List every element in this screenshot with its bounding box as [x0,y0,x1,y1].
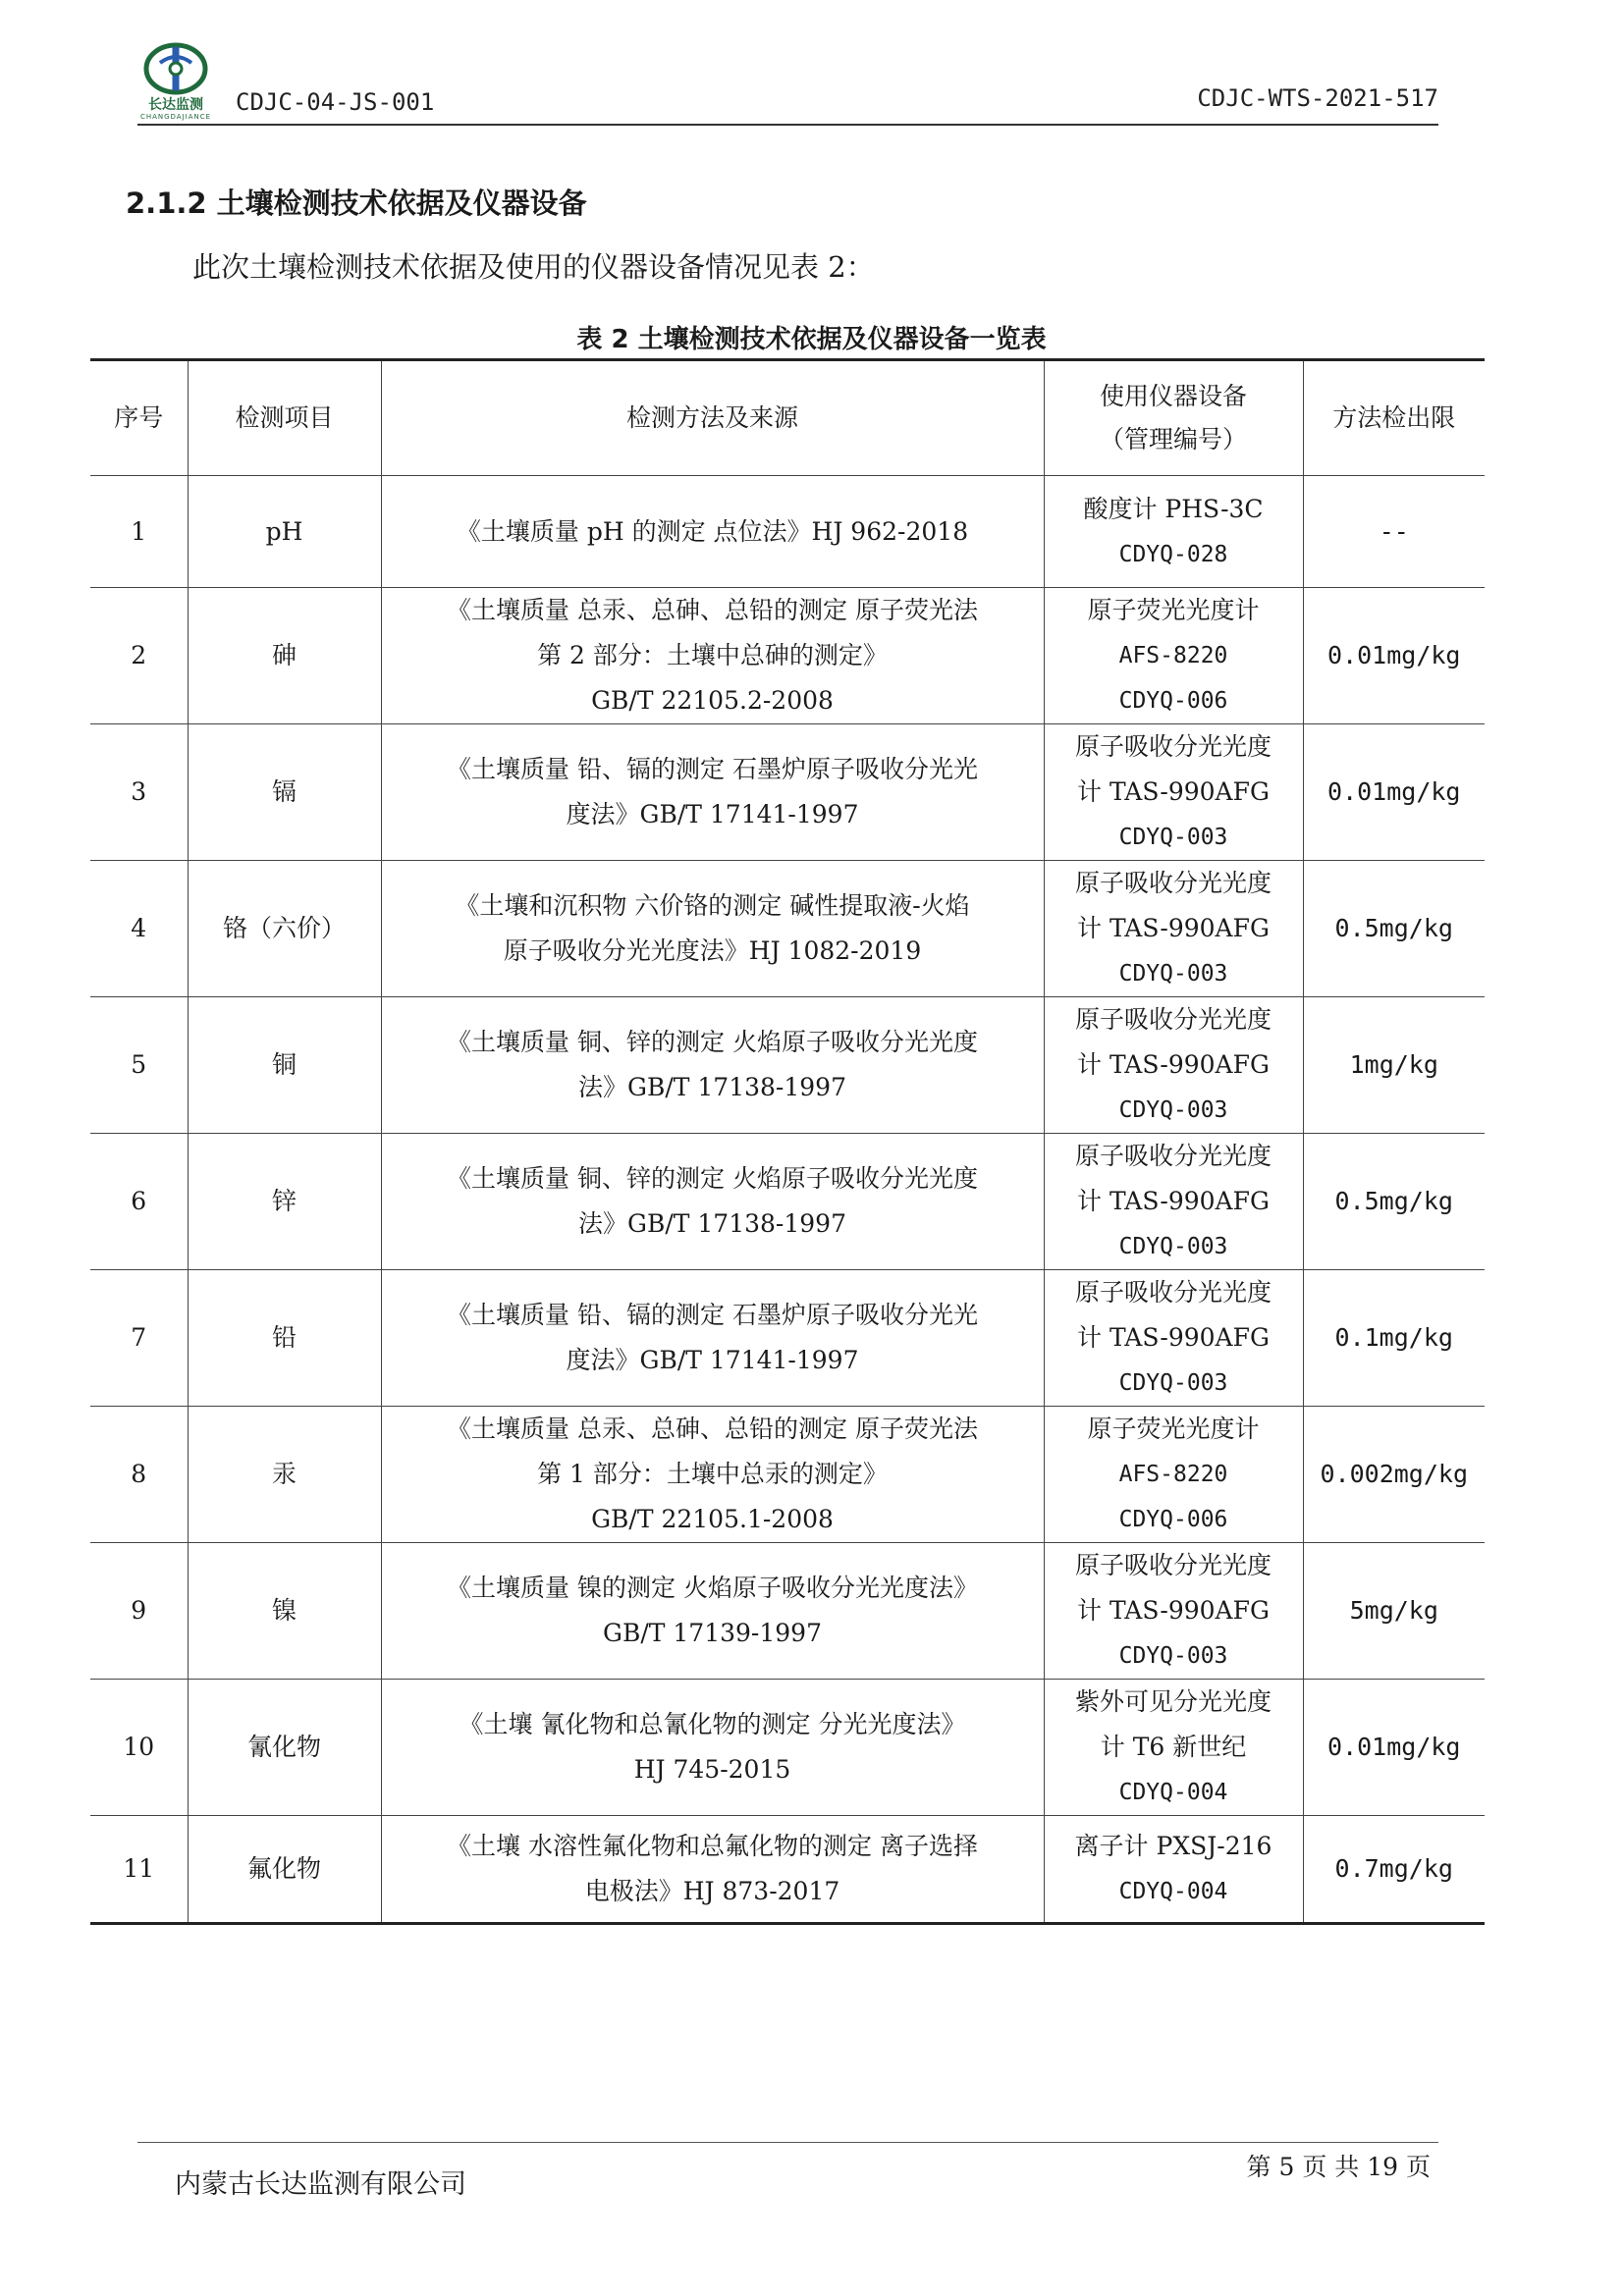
method-line: 《土壤质量 铜、锌的测定 火焰原子吸收分光光度 [447,1164,978,1193]
instrument-line: 离子计 PXSJ-216 [1074,1832,1272,1860]
cell-limit: 5mg/kg [1303,1543,1485,1680]
cell-item: 铅 [188,1270,381,1407]
cell-instrument [1044,861,1303,997]
instrument-line: CDYQ-004 [1118,1780,1228,1805]
header-method: 检测方法及来源 [381,360,1044,476]
cell-instrument [1044,1270,1303,1407]
instrument-line: 紫外可见分光光度 [1074,1687,1271,1716]
method-line: GB/T 22105.2-2008 [591,686,834,715]
cell-method [381,724,1044,861]
method-line: 原子吸收分光光度法》HJ 1082-2019 [503,936,922,965]
instrument-line: CDYQ-006 [1118,688,1228,714]
cell-limit: 0.002mg/kg [1303,1407,1485,1543]
method-line: 《土壤和沉积物 六价铬的测定 碱性提取液-火焰 [455,891,970,920]
cell-no: 6 [90,1134,188,1270]
cell-item: 汞 [188,1407,381,1543]
cell-item: 铜 [188,997,381,1134]
method-line: HJ 745-2015 [633,1755,791,1784]
instrument-line: 原子吸收分光光度 [1074,1278,1271,1307]
table-caption: 表 2 土壤检测技术依据及仪器设备一览表 [576,325,1047,354]
instrument-line: 原子吸收分光光度 [1074,1142,1271,1170]
method-line: 度法》GB/T 17141-1997 [566,1346,859,1374]
cell-item: pH [188,476,381,588]
cell-method [381,588,1044,724]
instrument-line: 原子荧光光度计 [1087,1415,1260,1443]
cell-limit: -- [1303,476,1485,588]
cell-no: 11 [90,1816,188,1924]
method-line: 《土壤质量 铅、镉的测定 石墨炉原子吸收分光光 [447,755,978,783]
method-line: 法》GB/T 17138-1997 [578,1209,846,1238]
cell-instrument [1044,1134,1303,1270]
cell-no: 5 [90,997,188,1134]
table-row [90,1816,1485,1924]
cell-item: 镍 [188,1543,381,1680]
instrument-line: 计 TAS-990AFG [1077,914,1270,942]
instrument-line: 计 TAS-990AFG [1077,1050,1270,1079]
cell-no: 4 [90,861,188,997]
method-line: 第 1 部分：土壤中总汞的测定》 [537,1460,888,1488]
instrument-line: 计 TAS-990AFG [1077,1323,1270,1352]
footer-divider [137,2142,1438,2143]
instrument-line: 计 T6 新世纪 [1100,1733,1247,1761]
report-code: CDJC-WTS-2021-517 [1197,84,1438,112]
cell-item: 镉 [188,724,381,861]
table-header-row [90,360,1485,476]
instrument-line: 原子吸收分光光度 [1074,869,1271,897]
method-line: GB/T 22105.1-2008 [591,1505,834,1533]
cell-no: 10 [90,1680,188,1816]
instrument-line: 酸度计 PHS-3C [1083,494,1264,523]
header-instrument-line: （管理编号） [1099,425,1247,454]
method-line: 《土壤质量 pH 的测定 点位法》HJ 962-2018 [456,516,969,546]
cell-item: 砷 [188,588,381,724]
section-heading: 2.1.2 土壤检测技术依据及仪器设备 [126,187,587,220]
table-row [90,1407,1485,1543]
method-line: 《土壤质量 总汞、总砷、总铅的测定 原子荧光法 [447,596,978,624]
cell-instrument [1044,1543,1303,1680]
instrument-line: CDYQ-003 [1118,961,1228,987]
instrument-line: 原子吸收分光光度 [1074,1551,1271,1579]
method-line: 《土壤质量 镍的测定 火焰原子吸收分光光度法》 [447,1574,978,1602]
instrument-line: 计 TAS-990AFG [1077,1596,1270,1625]
cell-method [381,1134,1044,1270]
cell-instrument [1044,997,1303,1134]
method-line: GB/T 17139-1997 [603,1619,822,1647]
cell-instrument [1044,1407,1303,1543]
instrument-line: CDYQ-006 [1118,1507,1228,1532]
header-instrument-line: 使用仪器设备 [1099,382,1247,410]
cell-instrument [1044,1680,1303,1816]
cell-limit: 0.01mg/kg [1303,724,1485,861]
table-row [90,1270,1485,1407]
logo-icon [142,41,209,96]
intro-paragraph: 此次土壤检测技术依据及使用的仪器设备情况见表 2： [192,250,875,284]
cell-limit: 0.01mg/kg [1303,1680,1485,1816]
cell-limit: 0.1mg/kg [1303,1270,1485,1407]
instrument-line: CDYQ-003 [1118,1370,1228,1396]
header-instrument [1044,360,1303,476]
cell-limit: 0.5mg/kg [1303,1134,1485,1270]
instrument-line: CDYQ-003 [1118,1234,1228,1259]
method-line: 《土壤 水溶性氟化物和总氟化物的测定 离子选择 [447,1832,978,1860]
instrument-line: 原子荧光光度计 [1087,596,1260,624]
table-row [90,1680,1485,1816]
method-line: 《土壤质量 铅、镉的测定 石墨炉原子吸收分光光 [447,1301,978,1329]
header-item: 检测项目 [188,360,381,476]
instrument-line: 计 TAS-990AFG [1077,777,1270,806]
instrument-line: CDYQ-003 [1118,1097,1228,1123]
header-divider [137,124,1438,126]
cell-limit: 0.01mg/kg [1303,588,1485,724]
cell-method [381,1816,1044,1924]
header-no: 序号 [90,360,188,476]
cell-item: 锌 [188,1134,381,1270]
instrument-line: CDYQ-003 [1118,825,1228,850]
cell-no: 2 [90,588,188,724]
cell-method [381,476,1044,588]
cell-instrument [1044,724,1303,861]
header-limit: 方法检出限 [1303,360,1485,476]
logo-subtext: CHANGDAJIANCE [139,113,212,121]
page-number: 第 5 页 共 19 页 [1246,2153,1431,2181]
cell-instrument [1044,1816,1303,1924]
cell-limit: 0.7mg/kg [1303,1816,1485,1924]
table-row [90,724,1485,861]
instrument-line: CDYQ-028 [1118,541,1228,567]
table-row [90,861,1485,997]
instrument-line: CDYQ-003 [1118,1643,1228,1669]
cell-method [381,861,1044,997]
company-logo [137,39,214,124]
instrument-line: 原子吸收分光光度 [1074,1005,1271,1034]
page-header [137,39,1438,124]
instrument-line: 原子吸收分光光度 [1074,732,1271,761]
cell-item: 氰化物 [188,1680,381,1816]
instrument-table [90,358,1485,1925]
cell-limit: 0.5mg/kg [1303,861,1485,997]
cell-method [381,1407,1044,1543]
cell-no: 1 [90,476,188,588]
instrument-line: CDYQ-004 [1118,1879,1228,1904]
instrument-line: 计 TAS-990AFG [1077,1187,1270,1215]
instrument-line: AFS-8220 [1118,643,1228,668]
cell-method [381,1543,1044,1680]
method-line: 《土壤质量 铜、锌的测定 火焰原子吸收分光光度 [447,1028,978,1056]
cell-method [381,1270,1044,1407]
document-code: CDJC-04-JS-001 [236,88,435,116]
cell-item: 氟化物 [188,1816,381,1924]
cell-item: 铬（六价） [188,861,381,997]
cell-no: 9 [90,1543,188,1680]
cell-no: 8 [90,1407,188,1543]
method-line: 第 2 部分：土壤中总砷的测定》 [537,641,888,669]
method-line: 度法》GB/T 17141-1997 [566,800,859,828]
cell-method [381,1680,1044,1816]
logo-text: 长达监测 [148,97,203,113]
method-line: 法》GB/T 17138-1997 [578,1073,846,1101]
method-line: 《土壤质量 总汞、总砷、总铅的测定 原子荧光法 [447,1415,978,1443]
table-row [90,588,1485,724]
cell-instrument [1044,476,1303,588]
method-line: 电极法》HJ 873-2017 [584,1877,840,1905]
cell-no: 7 [90,1270,188,1407]
instrument-line: AFS-8220 [1118,1462,1228,1487]
cell-limit: 1mg/kg [1303,997,1485,1134]
table-row [90,1543,1485,1680]
company-name: 内蒙古长达监测有限公司 [175,2169,466,2200]
cell-instrument [1044,588,1303,724]
table-row [90,1134,1485,1270]
table-row [90,997,1485,1134]
method-line: 《土壤 氰化物和总氰化物的测定 分光光度法》 [459,1710,966,1738]
cell-method [381,997,1044,1134]
table-row [90,476,1485,588]
cell-no: 3 [90,724,188,861]
